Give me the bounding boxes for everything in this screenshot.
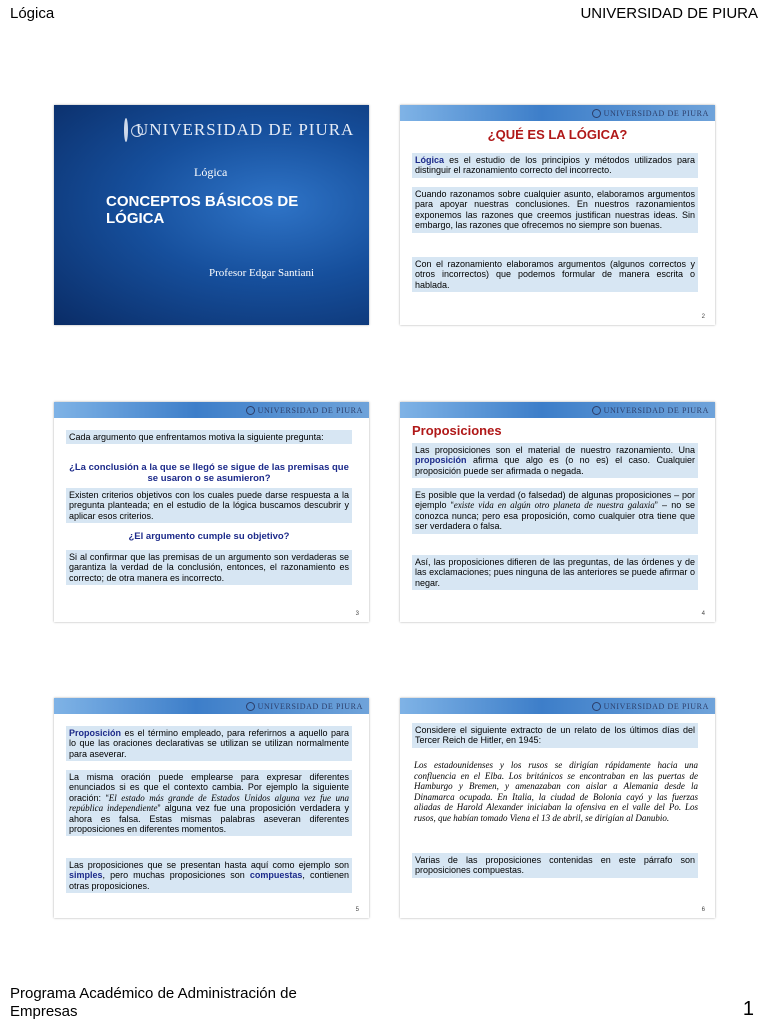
header-course-title: Lógica (10, 5, 55, 22)
text: es el término empleado, para referirnos a aquello para lo que las oraciones declarativas se utilizan se utilizan normalmente para aseverar. (69, 728, 349, 759)
text-box: Con el razonamiento elaboramos argumentos (algunos correctos y otros incorrectos) que podemos formular de manera escrita o hablada. (412, 257, 698, 292)
text-box: Cada argumento que enfrentamos motiva la siguiente pregunta: (66, 430, 352, 444)
keyword: Lógica (415, 155, 445, 165)
keyword: simples (69, 870, 103, 881)
question: ¿La conclusión a la que se llegó se sigue de las premisas que se usaron o se asumieron? (69, 462, 349, 484)
university-logo (124, 115, 355, 145)
text-box (66, 770, 352, 836)
keyword: Proposición (69, 728, 122, 738)
band-logo (592, 700, 709, 712)
slide-5[interactable] (54, 698, 369, 918)
slide-title: Proposiciones (412, 423, 502, 438)
text: La misma oración puede emplearse para expresar diferentes enunciados si es que el contexto cambia. Por ejemplo la siguiente oración: “ (69, 772, 349, 803)
text: ” – no se conozca nunca; pero esa proposición, como cualquier otra tiene que ser verdadera o falsa. (415, 500, 695, 532)
text-box: Existen criterios objetivos con los cuales puede darse respuesta a la pregunta planteada; en el estudio de la lógica buscamos descubrir y aplicar esos criterios. (66, 488, 352, 523)
seal-icon (592, 702, 601, 711)
band-logo-text: UNIVERSIDAD DE PIURA (603, 701, 709, 711)
text-box: Considere el siguiente extracto de un relato de los últimos días del Tercer Reich de Hitler, en 1945: (412, 723, 698, 748)
slide-number: 5 (355, 907, 359, 913)
slide-number: 6 (701, 907, 705, 913)
band-logo (592, 107, 709, 119)
text: Las proposiciones son el material de nuestro razonamiento. Una (415, 445, 695, 455)
slide-header-band (400, 105, 715, 121)
text: ” alguna vez fue una proposición verdadera y ahora es falsa. Estas mismas palabras aseveran diferentes proposiciones en diferentes momentos. (69, 803, 349, 835)
text-box (66, 726, 352, 761)
band-logo (592, 404, 709, 416)
slide-title: CONCEPTOS BÁSICOS DE LÓGICA (106, 193, 299, 227)
seal-icon (246, 702, 255, 711)
footer-program: Programa Académico de Administración de Empresas (10, 985, 297, 1020)
slide-number: 4 (701, 611, 705, 617)
slide-title: ¿QUÉ ES LA LÓGICA? (487, 127, 628, 142)
slide-header-band (54, 698, 369, 714)
historical-quote: Los estadounidenses y los rusos se dirigían rápidamente hacia una confluencia en el Elba. Los británicos se encontraban en las puertas de Hamburgo y Bremen, y amenazaban con aislar a Alemania desde la Dinamarca ocupada. En Italia, la ciudad de Bolonia cayó y las fuerzas aliadas de Harold Alexander iniciaban la ofensiva en el valle del Po. Los rusos, que habían tomado Viena el 13 de abril, se dirigían al Danubio. (414, 760, 698, 823)
text: Las proposiciones que se presentan hasta aquí como ejemplo son (69, 860, 349, 870)
slide-header-band (400, 402, 715, 418)
seal-icon (246, 406, 255, 415)
text: , contienen otras proposiciones. (69, 870, 349, 891)
text-box: Varias de las proposiciones contenidas en este párrafo son proposiciones compuestas. (412, 853, 698, 878)
text-box (412, 488, 698, 534)
text-box: Cuando razonamos sobre cualquier asunto, elaboramos argumentos para apoyar nuestras conclusiones. En nuestros razonamientos exponemos las razones que creemos justifican nuestras ideas. Sin embargo, las razones que ofrecemos no siempre son buenas. (412, 187, 698, 233)
slide-1-cover[interactable] (54, 105, 369, 325)
band-logo-text: UNIVERSIDAD DE PIURA (257, 701, 363, 711)
band-logo (246, 404, 363, 416)
band-logo-text: UNIVERSIDAD DE PIURA (603, 108, 709, 118)
slide-number: 2 (701, 314, 705, 320)
band-logo-text: UNIVERSIDAD DE PIURA (257, 405, 363, 415)
slide-header-band (400, 698, 715, 714)
page-number: 1 (742, 998, 754, 1020)
text-box (412, 153, 698, 178)
slide-6[interactable] (400, 698, 715, 918)
seal-icon (592, 406, 601, 415)
text: Es posible que la verdad (o falsedad) de algunas proposiciones – por ejemplo “ (415, 490, 695, 511)
university-name: UNIVERSIDAD DE PIURA (136, 120, 355, 139)
slide-number: 3 (355, 611, 359, 617)
italic-example: existe vida en algún otro planeta de nuestra galaxia (453, 500, 655, 511)
italic-example: El estado más grande de Estados Unidos alguna vez fue una república independiente (69, 792, 349, 814)
slide-3[interactable] (54, 402, 369, 622)
slide-4[interactable] (400, 402, 715, 622)
text-box (66, 858, 352, 893)
band-logo-text: UNIVERSIDAD DE PIURA (603, 405, 709, 415)
slide-2[interactable] (400, 105, 715, 325)
text-box: Si al confirmar que las premisas de un argumento son verdaderas se garantiza la verdad de la conclusión, entonces, el razonamiento es correcto; de otra manera es incorrecto. (66, 550, 352, 585)
university-seal-icon (124, 118, 128, 142)
text: , pero muchas proposiciones son (102, 870, 250, 881)
slide-header-band (54, 402, 369, 418)
text: afirma que algo es (o no es) el caso. Cualquier proposición puede ser afirmada o negada. (415, 455, 695, 476)
text-box (412, 443, 698, 478)
seal-icon (592, 109, 601, 118)
header-university: UNIVERSIDAD DE PIURA (580, 5, 758, 22)
keyword: compuestas (249, 870, 303, 881)
text: es el estudio de los principios y métodos utilizados para distinguir el razonamiento correcto del incorrecto. (415, 155, 695, 176)
slide-author: Profesor Edgar Santiani (209, 267, 315, 279)
question: ¿El argumento cumple su objetivo? (128, 531, 290, 542)
slide-subject: Lógica (194, 165, 228, 179)
keyword: proposición (415, 455, 467, 466)
text-box: Así, las proposiciones difieren de las preguntas, de las órdenes y de las exclamaciones; pues ninguna de las anteriores se puede afirmar o negar. (412, 555, 698, 590)
band-logo (246, 700, 363, 712)
